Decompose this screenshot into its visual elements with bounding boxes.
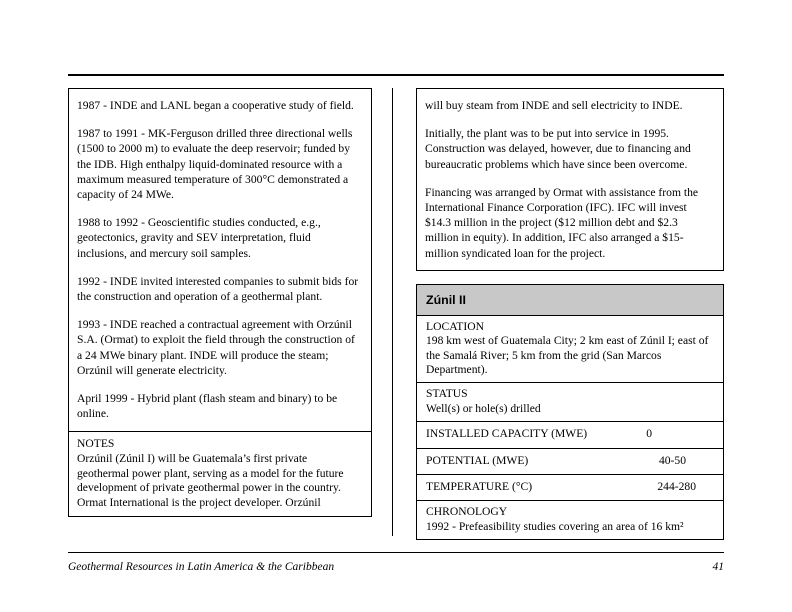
timeline-entry: 1993 - INDE reached a contractual agreement with Orzúnil S.A. (Ormat) to exploit the field through the construction of a 24 MWe binary plant. INDE will produce the steam; Orzúnil will generate electricity. xyxy=(77,318,355,377)
row-value: 1992 - Prefeasibility studies covering an area of 16 km² xyxy=(426,519,684,533)
table-row xyxy=(417,501,723,539)
page-number: 41 xyxy=(712,561,724,573)
body-paragraph: Initially, the plant was to be put into service in 1995. Construction was delayed, however, due to financing and bureaucratic problems which have since been overcome. xyxy=(425,127,691,171)
footer-title: Geothermal Resources in Latin America & the Caribbean xyxy=(68,561,335,573)
financing-text-box xyxy=(416,88,724,271)
info-table-title: Zúnil II xyxy=(417,285,723,316)
page-footer xyxy=(68,560,724,580)
timeline-entry: April 1999 - Hybrid plant (flash steam and binary) to be online. xyxy=(77,392,338,421)
row-value: 244-280 xyxy=(657,480,696,494)
row-label: LOCATION xyxy=(426,319,484,333)
body-paragraph: will buy steam from INDE and sell electricity to INDE. xyxy=(425,99,683,112)
row-label: STATUS xyxy=(426,387,468,401)
timeline-entry: 1987 to 1991 - MK-Ferguson drilled three directional wells (1500 to 2000 m) to evaluate the deep reservoir; funded by the IDB. High enthalpy liquid-dominated resource with a maximum measured temperature of 300°C demonstrated a capacity of 24 MWe. xyxy=(77,127,353,202)
footer-rule xyxy=(68,552,724,553)
row-value: 40-50 xyxy=(658,453,686,467)
row-label: INSTALLED CAPACITY (MWE) xyxy=(426,427,588,441)
notes-heading: NOTES xyxy=(77,437,115,451)
header-rule xyxy=(68,74,724,76)
notes-box xyxy=(68,432,372,517)
right-column xyxy=(416,88,724,540)
row-label: CHRONOLOGY xyxy=(426,505,508,519)
chronology-text-box xyxy=(68,88,372,432)
table-row xyxy=(417,449,723,475)
timeline-entry: 1992 - INDE invited interested companies to submit bids for the construction and operation of a geothermal plant. xyxy=(77,274,359,304)
notes-body: Orzúnil (Zúnil I) will be Guatemala’s first private geothermal power plant, serving as a model for the future development of private geothermal power in the country. Ormat International is the project developer. Orzúnil xyxy=(77,452,344,509)
body-paragraph: Financing was arranged by Ormat with assistance from the International Finance Corporation (IFC). IFC will invest $14.3 million in the project ($12 million debt and $2.3 million in equity). In addition, IFC also arranged a $15-million syndicated loan for the project. xyxy=(425,185,699,260)
table-row xyxy=(417,383,723,422)
row-label: POTENTIAL (MWE) xyxy=(426,453,529,467)
left-column xyxy=(68,88,372,517)
project-info-table xyxy=(416,284,724,540)
table-row xyxy=(417,475,723,501)
row-value: Well(s) or hole(s) drilled xyxy=(426,401,541,415)
timeline-entry: 1987 - INDE and LANL began a cooperative study of field. xyxy=(77,99,354,112)
row-value: 0 xyxy=(646,427,652,441)
timeline-entry: 1988 to 1992 - Geoscientific studies conducted, e.g., geotectonics, gravity and SEV interpretation, fluid inclusions, and mercury soil samples. xyxy=(77,216,321,260)
table-row xyxy=(417,422,723,448)
row-value: 198 km west of Guatemala City; 2 km east of Zúnil I; east of the Samalá River; 5 km from the grid (San Marcos Department). xyxy=(426,334,709,377)
row-label: TEMPERATURE (°C) xyxy=(426,480,533,494)
column-divider xyxy=(392,88,393,536)
table-row xyxy=(417,316,723,384)
